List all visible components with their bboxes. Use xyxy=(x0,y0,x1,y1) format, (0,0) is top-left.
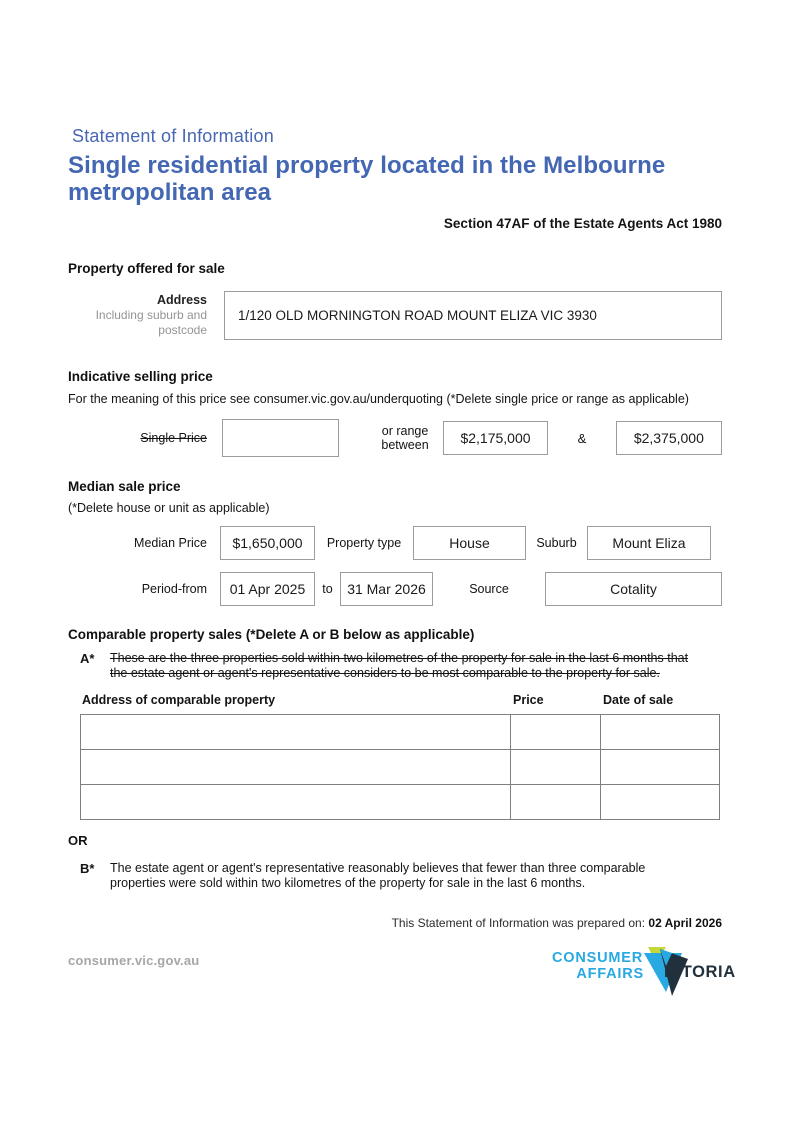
single-price-label: Single Price xyxy=(140,431,207,445)
section-median-heading: Median sale price xyxy=(68,479,181,494)
median-note: (*Delete house or unit as applicable) xyxy=(68,501,270,515)
table-row xyxy=(81,750,720,785)
logo-affairs-text: AFFAIRS xyxy=(576,966,644,982)
option-a-label: A* xyxy=(80,651,95,666)
table-cell-price[interactable] xyxy=(511,785,601,820)
to-label: to xyxy=(322,582,333,596)
table-header-price: Price xyxy=(513,693,544,707)
comparable-table xyxy=(80,693,720,820)
ampersand-label: & xyxy=(577,430,587,446)
address-field[interactable]: 1/120 OLD MORNINGTON ROAD MOUNT ELIZA VIC 3930 xyxy=(224,291,722,340)
suburb-label: Suburb xyxy=(536,536,577,550)
footer-website: consumer.vic.gov.au xyxy=(68,953,200,968)
indicative-note: For the meaning of this price see consumer.vic.gov.au/underquoting (*Delete single price or range as applicable) xyxy=(68,392,689,406)
logo-consumer-text: CONSUMER xyxy=(552,950,643,966)
option-b-text: The estate agent or agent's representative reasonably believes that fewer than three comparable properties were sold within two kilometres of the property for sale in the last 6 months. xyxy=(110,861,646,890)
source-label: Source xyxy=(469,582,509,596)
option-a-text: These are the three properties sold within two kilometres of the property for sale in the last 6 months that the estate agent or agent's representative considers to be most comparable to the property for sale. xyxy=(110,651,689,680)
section-indicative xyxy=(68,369,722,457)
address-label: Address xyxy=(156,293,207,307)
table-header-date: Date of sale xyxy=(603,693,674,707)
period-to-field[interactable]: 31 Mar 2026 xyxy=(340,572,433,606)
range-high-field[interactable]: $2,375,000 xyxy=(616,421,722,455)
address-label-group xyxy=(68,291,207,340)
table-cell-date[interactable] xyxy=(601,715,720,750)
section-property xyxy=(68,261,722,340)
table-cell-address[interactable] xyxy=(81,785,511,820)
range-low-field[interactable]: $2,175,000 xyxy=(443,421,548,455)
section-indicative-heading: Indicative selling price xyxy=(68,369,213,384)
or-label: OR xyxy=(68,833,88,848)
section-comparable-heading: Comparable property sales (*Delete A or B below as applicable) xyxy=(68,627,475,642)
period-from-label: Period-from xyxy=(141,582,207,596)
option-b-label: B* xyxy=(80,861,95,876)
logo-victoria-text: ICTORIA xyxy=(664,963,736,981)
source-field[interactable]: Cotality xyxy=(545,572,722,606)
table-cell-address[interactable] xyxy=(81,715,511,750)
single-price-field[interactable] xyxy=(222,419,339,457)
prepared-text: This Statement of Information was prepared on: xyxy=(391,916,649,930)
prepared-statement xyxy=(68,916,722,930)
median-price-field[interactable]: $1,650,000 xyxy=(220,526,315,560)
table-cell-price[interactable] xyxy=(511,750,601,785)
table-row xyxy=(81,715,720,750)
table-row xyxy=(81,785,720,820)
range-label: or range between xyxy=(381,424,429,452)
act-reference: Section 47AF of the Estate Agents Act 1980 xyxy=(443,216,722,231)
document-kind-label: Statement of Information xyxy=(72,126,274,146)
section-property-heading: Property offered for sale xyxy=(68,261,225,276)
section-median xyxy=(68,479,722,606)
page-title: Single residential property located in the Melbourne metropolitan area xyxy=(68,152,666,206)
table-header-address: Address of comparable property xyxy=(82,693,276,707)
table-cell-date[interactable] xyxy=(601,750,720,785)
table-cell-address[interactable] xyxy=(81,750,511,785)
section-comparable xyxy=(68,627,722,891)
property-type-label: Property type xyxy=(326,536,402,550)
prepared-date: 02 April 2026 xyxy=(648,916,722,930)
table-cell-date[interactable] xyxy=(601,785,720,820)
consumer-affairs-victoria-logo xyxy=(552,946,736,996)
address-sublabel: Including suburb and postcode xyxy=(95,308,207,337)
median-price-label: Median Price xyxy=(134,536,207,550)
suburb-field[interactable]: Mount Eliza xyxy=(587,526,711,560)
property-type-field[interactable]: House xyxy=(413,526,526,560)
table-cell-price[interactable] xyxy=(511,715,601,750)
period-from-field[interactable]: 01 Apr 2025 xyxy=(220,572,315,606)
